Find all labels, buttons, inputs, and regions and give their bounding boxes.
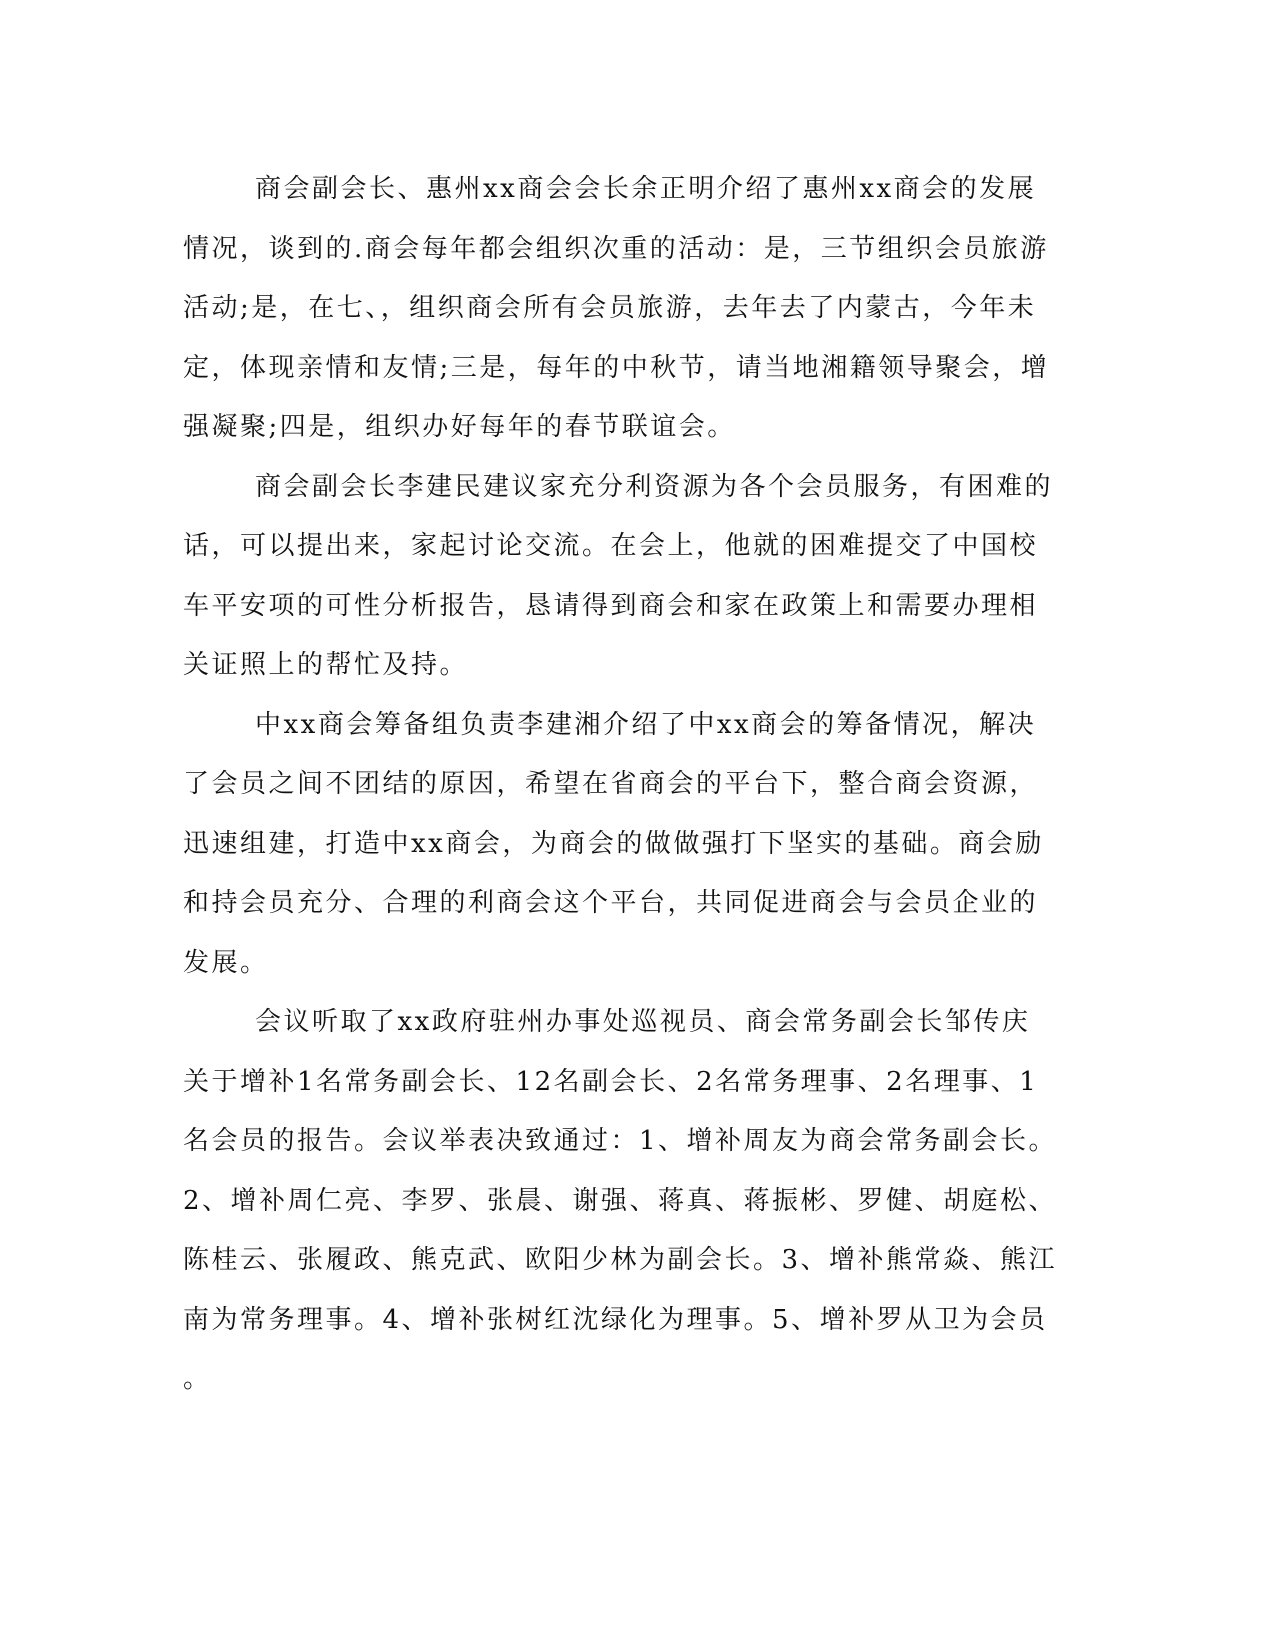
text-line: 迅速组建，打造中xx商会，为商会的做做强打下坚实的基础。商会励	[183, 828, 1044, 859]
text-line: 了会员之间不团结的原因，希望在省商会的平台下，整合商会资源，	[183, 769, 1039, 799]
paragraph-2	[183, 458, 1054, 696]
paragraph-1	[183, 160, 1050, 458]
text-line: 和持会员充分、合理的利商会这个平台，共同促进商会与会员企业的	[183, 888, 1039, 918]
text-line: 强凝聚;四是，组织办好每年的春节联谊会。	[183, 412, 736, 442]
paragraph-3	[183, 696, 1044, 994]
text-line: 定，体现亲情和友情;三是，每年的中秋节，请当地湘籍领导聚会，增	[183, 352, 1050, 383]
text-line: 关证照上的帮忙及持。	[183, 650, 469, 680]
text-line: 车平安项的可性分析报告，恳请得到商会和家在政策上和需要办理相	[183, 590, 1039, 621]
document-body	[183, 160, 1058, 1410]
text-line: 南为常务理事。4、增补张树红沈绿化为理事。5、增补罗从卫为会员	[183, 1304, 1048, 1335]
text-line: 会议听取了xx政府驻州办事处巡视员、商会常务副会长邹传庆	[255, 1007, 1031, 1037]
text-line: 情况，谈到的.商会每年都会组织次重的活动：是，三节组织会员旅游	[183, 233, 1049, 264]
text-line: 商会副会长李建民建议家充分利资源为各个会员服务，有困难的	[255, 471, 1054, 502]
text-line: 活动;是，在七、，组织商会所有会员旅游，去年去了内蒙古，今年未	[183, 293, 1037, 323]
text-line: 发展。	[183, 947, 269, 978]
text-line: 话，可以提出来，家起讨论交流。在会上，他就的困难提交了中国校	[183, 531, 1039, 561]
text-line: 陈桂云、张履政、熊克武、欧阳少林为副会长。3、增补熊常焱、熊江	[183, 1245, 1058, 1275]
text-line: 2、增补周仁亮、李罗、张晨、谢强、蒋真、蒋振彬、罗健、胡庭松、	[183, 1185, 1058, 1216]
text-line: 名会员的报告。会议举表决致通过：1、增补周友为商会常务副会长。	[183, 1126, 1058, 1156]
text-line: 关于增补1名常务副会长、12名副会长、2名常务理事、2名理事、1	[183, 1066, 1039, 1097]
text-line: 。	[183, 1364, 212, 1394]
paragraph-4	[183, 993, 1058, 1410]
text-line: 商会副会长、惠州xx商会会长余正明介绍了惠州xx商会的发展	[255, 174, 1037, 204]
text-line: 中xx商会筹备组负责李建湘介绍了中xx商会的筹备情况，解决	[255, 709, 1037, 740]
